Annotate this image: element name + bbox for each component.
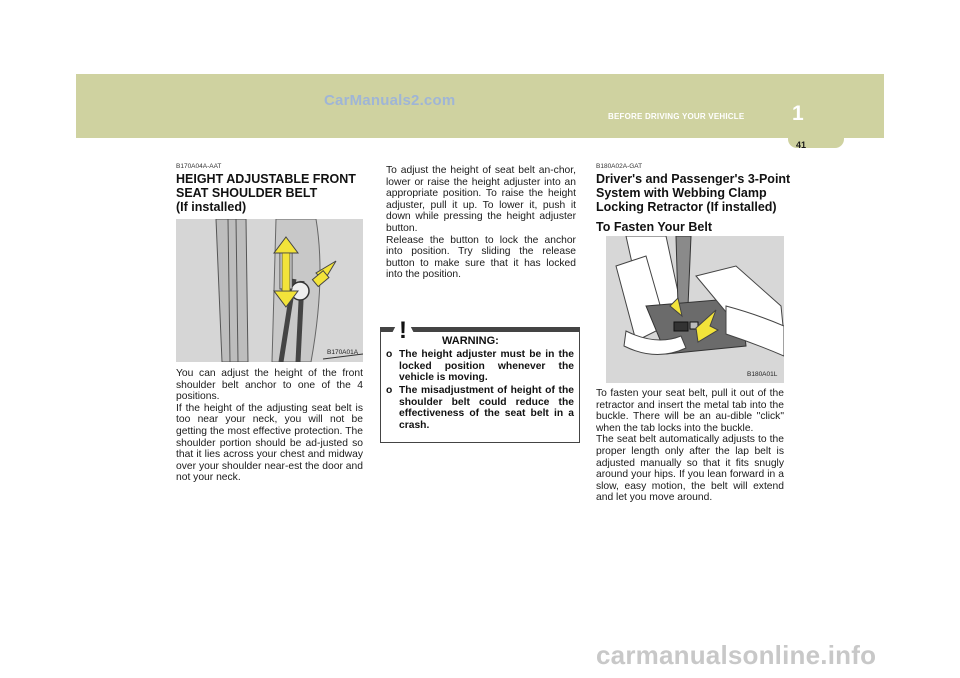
section-heading: Driver's and Passenger's 3-Point System with Webbing Clamp Locking Retractor (If installed)	[596, 172, 791, 214]
page-number: 41	[796, 140, 807, 150]
body-paragraph: To adjust the height of seat belt an-chor, lower or raise the height adjuster into an appropriate position. To raise the height adjuster, pull it up. To lower it, push it down while pressing the height adjuster button. Release the button to lock the anchor into position. Try sliding the release button to make sure that it has locked into the position.	[386, 165, 576, 281]
height-adjuster-figure	[176, 219, 363, 362]
body-paragraph: To fasten your seat belt, pull it out of the retractor and insert the metal tab into the buckle. There will be an au-dible "click" when the tab locks into the buckle. The seat belt automatically adjusts to the proper length only after the lap belt is adjusted manually so that it fits snugly around your hips. If you lean forward in a slow, easy motion, the belt will extend and let you move around.	[596, 388, 784, 504]
header-band	[76, 74, 884, 138]
section-code: B170A04A-AAT	[176, 163, 222, 170]
warning-title: WARNING:	[442, 335, 499, 347]
subheading: To Fasten Your Belt	[596, 220, 712, 234]
figure-label: B170A01A	[327, 349, 359, 356]
footer-watermark[interactable]: carmanualsonline.info	[596, 640, 877, 670]
warning-item	[386, 385, 574, 431]
body-paragraph: You can adjust the height of the front shoulder belt anchor to one of the 4 positions. If the height of the adjusting seat belt is too near your neck, you will not be getting the most effective protection. The shoulder portion should be ad-justed so that it lies across your chest and midway over your shoulder near-est the door and not your neck.	[176, 368, 363, 484]
site-watermark[interactable]: CarManuals2.com	[324, 92, 456, 109]
bullet: o	[386, 349, 393, 360]
chapter-number: 1	[792, 102, 804, 125]
figure-label: B180A01L	[747, 371, 778, 378]
warning-item-text: The misadjustment of height of the shoulder belt could reduce the effectiveness of the seat belt in a crash.	[399, 385, 574, 431]
section-heading: HEIGHT ADJUSTABLE FRONT SEAT SHOULDER BELT (If installed)	[176, 172, 356, 214]
fasten-belt-figure	[606, 236, 784, 383]
height-adjuster-illustration	[176, 219, 363, 362]
fasten-belt-illustration	[606, 236, 784, 383]
warning-exclamation-icon	[388, 312, 418, 342]
svg-text:!: !	[399, 317, 407, 342]
warning-item-text: The height adjuster must be in the locked position whenever the vehicle is moving.	[399, 349, 574, 384]
section-title: BEFORE DRIVING YOUR VEHICLE	[608, 112, 745, 121]
bullet: o	[386, 385, 393, 396]
section-code: B180A02A-GAT	[596, 163, 643, 170]
warning-item	[386, 349, 574, 384]
